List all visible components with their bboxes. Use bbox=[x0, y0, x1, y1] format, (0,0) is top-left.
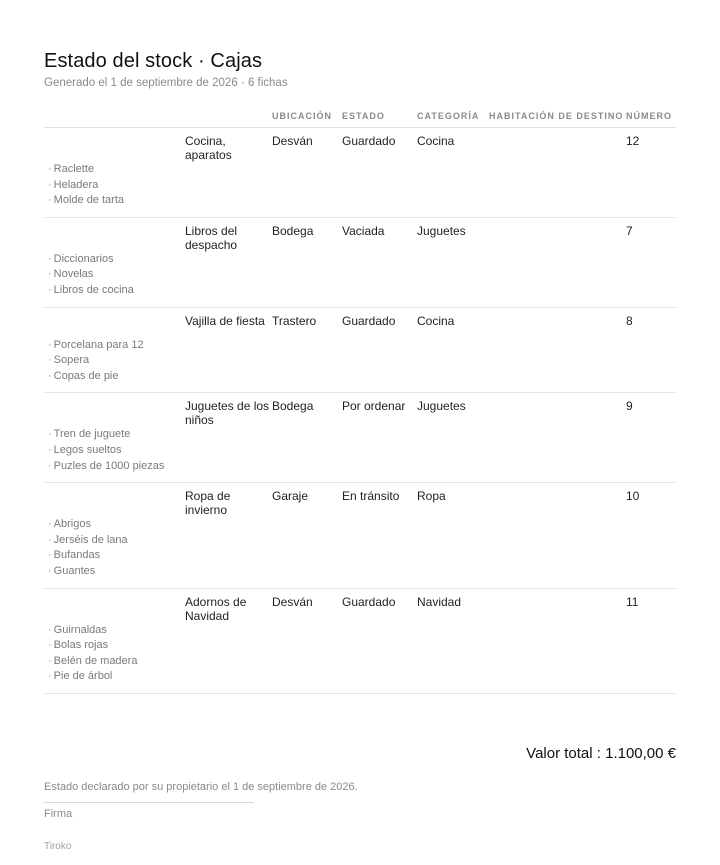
box-contents bbox=[44, 517, 676, 588]
box-destination-room bbox=[489, 393, 626, 428]
table-row-items bbox=[44, 162, 676, 217]
box-contents-list bbox=[44, 162, 676, 209]
box-number: 10 bbox=[626, 489, 640, 504]
box-category: Cocina bbox=[417, 313, 455, 328]
table-row bbox=[44, 393, 676, 428]
table-row-items bbox=[44, 427, 676, 482]
table-row bbox=[44, 217, 676, 252]
box-contents bbox=[44, 252, 676, 307]
box-name: Ropa de invierno bbox=[185, 489, 231, 518]
box-status: En tránsito bbox=[342, 489, 400, 504]
box-status: Guardado bbox=[342, 594, 396, 609]
list-item: · Bufandas bbox=[53, 548, 676, 564]
box-name: Libros del despacho bbox=[185, 223, 238, 252]
box-location: Desván bbox=[272, 594, 313, 609]
box-number: 8 bbox=[626, 313, 633, 328]
total-value: Valor total : 1.100,00 € bbox=[526, 745, 676, 762]
box-status: Guardado bbox=[342, 313, 396, 328]
list-item: · Jerséis de lana bbox=[53, 533, 676, 549]
list-item: · Guantes bbox=[53, 564, 676, 580]
list-item: · Molde de tarta bbox=[53, 193, 676, 209]
list-item: · Abrigos bbox=[53, 517, 676, 533]
column-header-location: UBICACIÓN bbox=[272, 105, 342, 128]
list-item: · Puzles de 1000 piezas bbox=[53, 459, 676, 475]
box-name: Juguetes de los niños bbox=[185, 399, 270, 428]
column-header-room: HABITACIÓN DE DESTINO bbox=[489, 105, 626, 128]
box-number: 9 bbox=[626, 399, 633, 414]
brand-name: Tiroko bbox=[44, 841, 72, 852]
page-title: Estado del stock · Cajas bbox=[44, 50, 263, 72]
box-category: Juguetes bbox=[417, 399, 466, 414]
box-category: Ropa bbox=[417, 489, 446, 504]
box-destination-room bbox=[489, 307, 626, 338]
signature-line bbox=[44, 802, 254, 803]
list-item: · Tren de juguete bbox=[53, 427, 676, 443]
box-contents bbox=[44, 162, 676, 217]
box-location: Desván bbox=[272, 134, 313, 148]
box-contents-list bbox=[44, 517, 676, 579]
box-contents-list bbox=[44, 252, 676, 299]
box-contents-list bbox=[44, 338, 676, 385]
list-item: · Porcelana para 12 bbox=[53, 338, 676, 354]
table-row-items bbox=[44, 517, 676, 588]
table-row-items bbox=[44, 338, 676, 393]
list-item: · Legos sueltos bbox=[53, 443, 676, 459]
row-spacer bbox=[44, 128, 185, 163]
stock-table-body bbox=[44, 128, 676, 694]
box-contents-list bbox=[44, 427, 676, 474]
box-status: Guardado bbox=[342, 134, 396, 148]
box-location: Bodega bbox=[272, 399, 314, 414]
box-name: Adornos de Navidad bbox=[185, 594, 247, 623]
signature-label: Firma bbox=[44, 808, 73, 820]
row-spacer bbox=[44, 393, 185, 428]
stock-table bbox=[44, 105, 676, 694]
list-item: · Novelas bbox=[53, 267, 676, 283]
list-item: · Bolas rojas bbox=[53, 638, 676, 654]
list-item: · Heladera bbox=[53, 178, 676, 194]
list-item: · Libros de cocina bbox=[53, 283, 676, 299]
table-row bbox=[44, 588, 676, 623]
box-location: Garaje bbox=[272, 489, 309, 504]
box-contents bbox=[44, 338, 676, 393]
table-row-items bbox=[44, 252, 676, 307]
box-destination-room bbox=[489, 588, 626, 623]
box-name: Cocina, aparatos bbox=[185, 134, 232, 162]
box-status: Por ordenar bbox=[342, 399, 406, 414]
box-location: Trastero bbox=[272, 313, 317, 328]
list-item: · Guirnaldas bbox=[53, 623, 676, 639]
table-row bbox=[44, 483, 676, 518]
column-header-number: NÚMERO bbox=[626, 105, 676, 128]
table-row bbox=[44, 307, 676, 338]
row-spacer bbox=[44, 483, 185, 518]
owner-declaration: Estado declarado por su propietario el 1 de septiembre de 2026. bbox=[44, 781, 358, 793]
box-number: 7 bbox=[626, 223, 633, 238]
box-destination-room bbox=[489, 128, 626, 163]
table-row bbox=[44, 128, 676, 163]
list-item: · Belén de madera bbox=[53, 654, 676, 670]
row-spacer bbox=[44, 588, 185, 623]
column-header-category: CATEGORÍA bbox=[417, 105, 489, 128]
box-location: Bodega bbox=[272, 223, 314, 238]
box-category: Navidad bbox=[417, 594, 462, 609]
table-header-row bbox=[44, 105, 676, 128]
box-contents-list bbox=[44, 623, 676, 685]
box-contents bbox=[44, 427, 676, 482]
column-header-items bbox=[44, 105, 185, 128]
box-destination-room bbox=[489, 483, 626, 518]
column-header-status: ESTADO bbox=[342, 105, 417, 128]
page-subtitle: Generado el 1 de septiembre de 2026 · 6 fichas bbox=[44, 77, 288, 89]
box-status: Vaciada bbox=[342, 223, 385, 238]
box-number: 11 bbox=[626, 594, 639, 609]
row-spacer bbox=[44, 217, 185, 252]
box-category: Cocina bbox=[417, 134, 455, 148]
box-category: Juguetes bbox=[417, 223, 466, 238]
row-spacer bbox=[44, 307, 185, 338]
box-number: 12 bbox=[626, 134, 640, 148]
table-row-items bbox=[44, 623, 676, 694]
box-destination-room bbox=[489, 217, 626, 252]
list-item: · Copas de pie bbox=[53, 369, 676, 385]
list-item: · Sopera bbox=[53, 353, 676, 369]
list-item: · Pie de árbol bbox=[53, 669, 676, 685]
list-item: · Diccionarios bbox=[53, 252, 676, 268]
box-contents bbox=[44, 623, 676, 694]
box-name: Vajilla de fiesta bbox=[185, 313, 265, 328]
column-header-box bbox=[185, 105, 272, 128]
list-item: · Raclette bbox=[53, 162, 676, 178]
